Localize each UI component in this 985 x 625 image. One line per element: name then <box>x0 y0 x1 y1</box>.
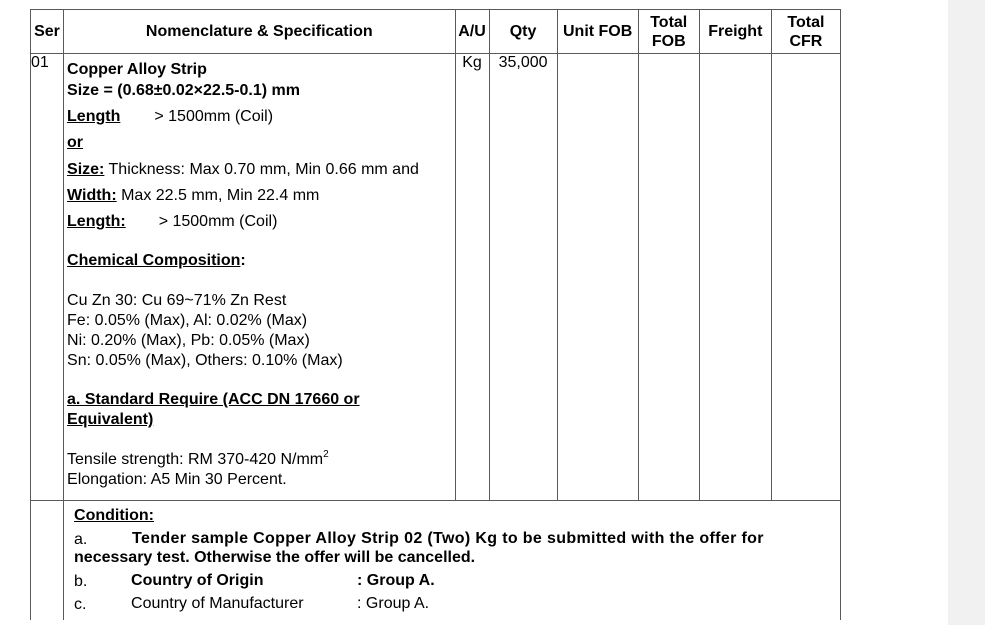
length-value: > 1500mm (Coil) <box>154 108 274 125</box>
length2-label: Length: <box>67 213 126 230</box>
header-total-fob-line2: FOB <box>651 32 686 50</box>
specification-table <box>30 9 841 620</box>
condition-b-label: Country of Origin <box>131 572 264 589</box>
size-row <box>67 161 419 179</box>
header-freight: Freight <box>699 10 771 54</box>
scrollbar-gutter[interactable] <box>948 0 985 625</box>
table-row <box>31 54 841 501</box>
chem-heading-colon: : <box>240 252 246 269</box>
condition-cell <box>64 501 841 621</box>
tensile-superscript: 2 <box>323 449 329 460</box>
chem-heading-text: Chemical Composition <box>67 252 241 269</box>
item-freight <box>699 54 771 501</box>
condition-ser-cell <box>31 501 64 621</box>
condition-a-text-line1: Tender sample Copper Alloy Strip 02 (Two) Kg to be submitted with the offer for <box>132 530 764 547</box>
condition-a-marker: a. <box>74 531 88 548</box>
condition-b-value: : Group A. <box>357 572 435 589</box>
header-total-cfr-line1: Total <box>787 13 825 31</box>
item-size-line: Size = (0.68±0.02×22.5-0.1) mm <box>67 82 300 99</box>
header-total-fob <box>638 10 699 54</box>
condition-c-value: : Group A. <box>357 595 430 612</box>
header-nomenclature: Nomenclature & Specification <box>64 10 455 54</box>
length-label: Length <box>67 108 121 125</box>
tensile-text: Tensile strength: RM 370-420 N/mm <box>67 451 324 468</box>
table-header-row <box>31 10 841 54</box>
or-label: or <box>67 134 84 151</box>
header-unit-fob: Unit FOB <box>557 10 638 54</box>
item-nomenclature-cell <box>64 54 455 501</box>
condition-a-text-line2: necessary test. Otherwise the offer will be cancelled. <box>74 549 476 566</box>
chem-line: Cu Zn 30: Cu 69~71% Zn Rest <box>67 292 287 309</box>
width-value: Max 22.5 mm, Min 22.4 mm <box>116 187 320 204</box>
standard-heading-line1: a. Standard Require (ACC DN 17660 or <box>67 391 360 408</box>
width-label: Width: <box>67 187 117 204</box>
header-total-cfr-line2: CFR <box>789 32 823 50</box>
length2-value: > 1500mm (Coil) <box>158 213 278 230</box>
item-qty: 35,000 <box>489 54 557 501</box>
chem-line: Sn: 0.05% (Max), Others: 0.10% (Max) <box>67 352 343 369</box>
header-total-fob-line1: Total <box>650 13 688 31</box>
width-row <box>67 187 319 205</box>
chem-line: Ni: 0.20% (Max), Pb: 0.05% (Max) <box>67 332 310 349</box>
length-row <box>67 108 273 126</box>
condition-c-marker: c. <box>74 596 87 613</box>
header-total-cfr <box>771 10 840 54</box>
item-unit-fob <box>557 54 638 501</box>
item-ser: 01 <box>31 54 64 501</box>
condition-row <box>31 501 841 621</box>
elongation-line: Elongation: A5 Min 30 Percent. <box>67 471 287 488</box>
header-ser: Ser <box>31 10 64 54</box>
condition-b-marker: b. <box>74 573 88 590</box>
size-label: Size: <box>67 161 105 178</box>
tensile-line <box>67 451 329 469</box>
header-qty: Qty <box>489 10 557 54</box>
item-title: Copper Alloy Strip <box>67 61 207 78</box>
condition-c-label: Country of Manufacturer <box>131 595 304 612</box>
length2-row <box>67 213 277 231</box>
item-au: Kg <box>455 54 489 501</box>
condition-heading: Condition: <box>74 507 154 524</box>
header-au: A/U <box>455 10 489 54</box>
item-total-fob <box>638 54 699 501</box>
chem-line: Fe: 0.05% (Max), Al: 0.02% (Max) <box>67 312 308 329</box>
item-total-cfr <box>771 54 840 501</box>
chem-heading <box>67 252 246 270</box>
standard-heading-line2: Equivalent) <box>67 411 154 428</box>
size-value: Thickness: Max 0.70 mm, Min 0.66 mm and <box>104 161 419 178</box>
